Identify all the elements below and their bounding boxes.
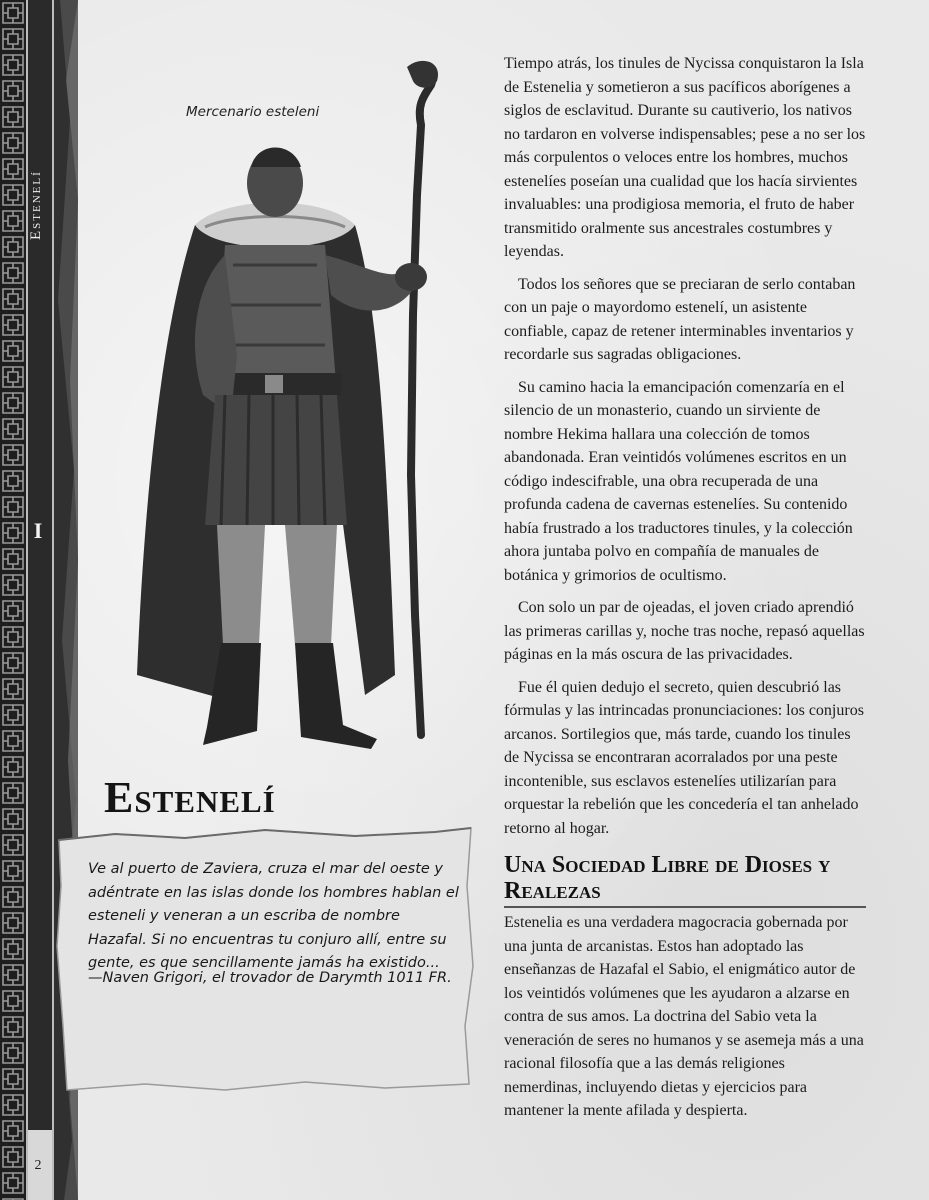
section-paragraph: Estenelia es una verdadera magocracia gobernada por una junta de arcanistas. Estos han adoptado las enseñanzas de Hazafal el Sabio, el enigmático autor de los veintidós volúmenes que les ayudaron a alzarse en contra de sus amos. La doctrina del Sabio veta la veneración de seres no humanos y se asemeja más a una racional filosofía que a las demás religiones nemerdinas, incluyendo dietas y ejercicios para mantener la mente afilada y despierta.: [504, 914, 864, 1119]
section-heading: Una Sociedad Libre de Dioses y Realezas: [504, 852, 866, 908]
illustration-caption: Mercenario esteleni: [186, 104, 320, 120]
quote-text: Ve al puerto de Zaviera, cruza el mar del oeste y adéntrate en las islas donde los hombres hablan el esteneli y veneran a un escriba de nombre Hazafal. Si no encuentras tu conjuro allí, entre su gente, es que sencillamente jamás ha existido...: [88, 861, 459, 971]
body-paragraph: Con solo un par de ojeadas, el joven criado aprendió las primeras carillas y, noche tras noche, repasó aquellas páginas en la más oscura de las privacidades.: [504, 599, 865, 663]
warrior-illustration: [125, 55, 465, 755]
body-column: [504, 52, 866, 1132]
body-paragraph: Todos los señores que se preciaran de serlo contaban con un paje o mayordomo estenelí, un asistente confiable, capaz de retener interminables inventarios y recordarle sus sagradas obligaciones.: [504, 275, 856, 363]
body-paragraph: Su camino hacia la emancipación comenzaría en el silencio de un monasterio, cuando un sirviente de nombre Hekima hallara una colección de tomos abandonada. Eran veintidós volúmenes escritos en un código indescifrable, una obra recuperada de una profunda cadena de cavernas estenelíes. Su contenido había frustrado a los traductores tinules, y la colección ahora juntaba polvo en compañía de manuales de botánica y grimorios de ocultismo.: [504, 378, 853, 584]
body-paragraph: Fue él quien dedujo el secreto, quien descubrió las fórmulas y las intrincadas pronunciaciones: los conjuros arcanos. Sortilegios que, más tarde, cuando los tinules de Nycissa se encontraran acorralados por una peste incontenible, sus esclavos estenelíes utilizarían para orquestar la rebelión que les concedería el tan anhelado retorno al hogar.: [504, 678, 864, 837]
race-title: Estenelí: [104, 773, 276, 822]
body-paragraph: Tiempo atrás, los tinules de Nycissa conquistaron la Isla de Estenelia y sometieron a sus pacíficos aborígenes a siglos de esclavitud. Durante su cautiverio, los nativos no tardaron en volverse indispensables; pese a no ser los más corpulentos o veloces entre los hombres, muchos estenelíes poseían una cualidad que los hacía sirvientes invaluables: una prodigiosa memoria, el fruto de haber transmitido oralmente sus ancestrales costumbres y leyendas.: [504, 55, 866, 260]
quote-attribution: —Naven Grigori, el trovador de Darymth 1011 FR.: [88, 970, 452, 986]
chapter-number: I: [33, 518, 43, 543]
page-number: 2: [34, 1158, 42, 1173]
running-head: Estenelí: [28, 170, 44, 240]
